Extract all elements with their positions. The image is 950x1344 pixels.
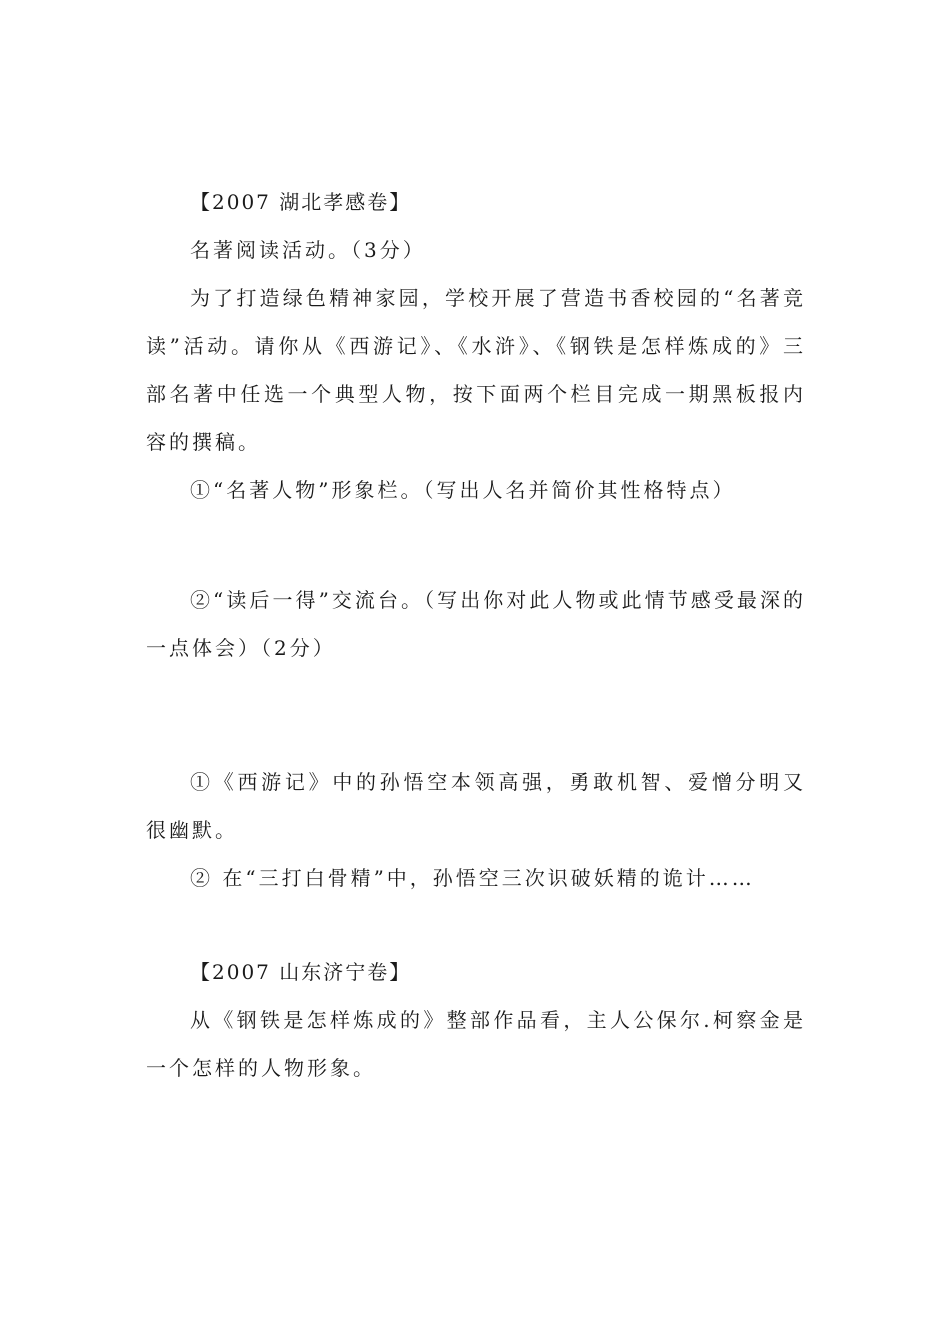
question-steel: 从《钢铁是怎样炼成的》整部作品看，主人公保尔.柯察金是一个怎样的人物形象。 xyxy=(146,1008,806,1080)
answer-2: ② 在“三打白骨精”中，孙悟空三次识破妖精的诡计…… xyxy=(190,866,755,890)
question-prompt: 为了打造绿色精神家园，学校开展了营造书香校园的“名著竞读”活动。请你从《西游记》、《水浒》、《钢铁是怎样炼成的》三部名著中任选一个典型人物，按下面两个栏目完成一期黑板报内容的撰稿。 xyxy=(146,286,806,454)
task-item-2: ②“读后一得”交流台。（写出你对此人物或此情节感受最深的一点体会）（2分） xyxy=(146,588,806,660)
section-heading-hubei: 【2007 湖北孝感卷】 xyxy=(190,190,412,214)
answer-1: ①《西游记》中的孙悟空本领高强，勇敢机智、爱憎分明又很幽默。 xyxy=(146,770,806,842)
document-body xyxy=(146,178,806,1092)
question-intro: 名著阅读活动。（3分） xyxy=(190,238,426,262)
task-item-1: ①“名著人物”形象栏。（写出人名并简价其性格特点） xyxy=(190,478,736,502)
answer-space-2 xyxy=(146,672,806,758)
section-heading-shandong: 【2007 山东济宁卷】 xyxy=(190,960,412,984)
answer-space-1 xyxy=(146,514,806,576)
section-gap xyxy=(146,902,806,948)
